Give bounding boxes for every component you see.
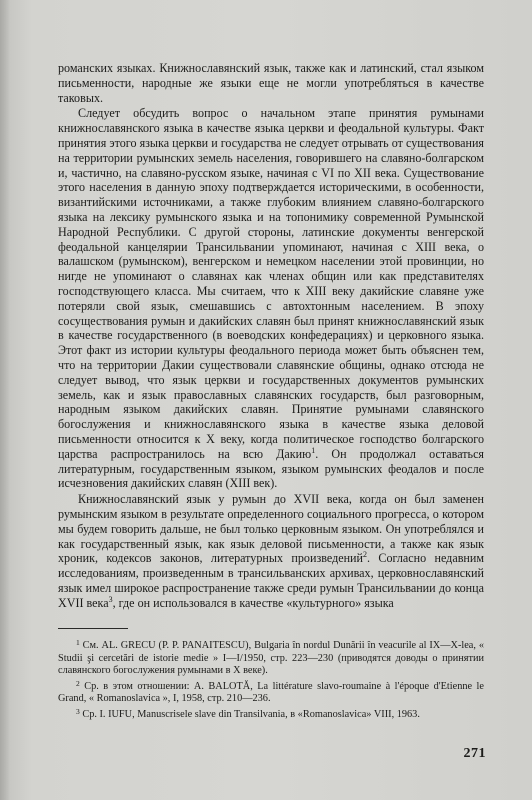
scan-shadow-edge xyxy=(0,0,10,800)
footnote-1-text: См. AL. GRECU (P. P. PANAITESCU), Bulgaria în nordul Dunării în veacurile al IX—X-lea, « Studii şi cercetări de istorie medie » I—I/1950, стр. 223—230 (приводятся доводы о принятии славянского богослужения румынами в X веке). xyxy=(58,640,485,677)
footnote-3-number: 3 xyxy=(76,706,80,716)
footnote-1-number: 1 xyxy=(76,638,80,647)
footnote-1 xyxy=(58,637,484,678)
paragraph-3-text: Книжнославянский язык у румын до XVII века, когда он был заменен румынским языком в результате определенного социального прогресса, о котором мы будем говорить дальше, не был только церковным языком. Он употреблялся и как государственный язык, как язык деловой письменности, а также как язык хроник, кодексов законов, литературных произведений xyxy=(58,492,484,566)
footnote-3-text: Ср. I. IUFU, Manuscrisele slave din Transilvania, в «Romanoslavica» VIII, 1963. xyxy=(82,708,420,720)
footnotes xyxy=(58,637,484,722)
footnote-3 xyxy=(58,706,484,722)
paragraph-3 xyxy=(58,492,484,610)
paragraph-3-text-after: . Согласно недавним исследованиям, произведенным в трансильванских архивах, церковнославянский язык имел широкое распространение также среди румын Трансильвании до конца XVII века xyxy=(58,551,484,610)
paragraph-2-text-after: . Он продолжал оставаться литературным, государственным языком, языком румынских феодалов и после исчезновения дакийских славян (XIII век). xyxy=(58,446,484,491)
paragraph-1 xyxy=(58,61,484,105)
footnote-ref-2: 2 xyxy=(363,550,368,560)
main-text xyxy=(58,61,484,610)
footnote-2-number: 2 xyxy=(76,678,80,688)
paragraph-3-text-end: , где он использовался в качестве «культурного» языка xyxy=(112,595,394,610)
paragraph-2 xyxy=(58,106,484,491)
footnote-ref-3: 3 xyxy=(108,594,113,604)
footnote-2-text: Ср. в этом отношении: A. BALOTĂ, La littérature slavo-roumaine à l'époque d'Etienne le Grand, « Romanoslavica », I, 1958, стр. 210—236. xyxy=(58,680,484,705)
footnote-divider xyxy=(58,628,128,629)
footnote-ref-1: 1 xyxy=(311,445,316,455)
paragraph-1-text: романских языках. Книжнославянский язык, также как и латинский, стал языком письменности, народные же языки еще не могли употребляться в качестве таковых. xyxy=(58,61,484,105)
paragraph-2-text: Следует обсудить вопрос о начальном этапе принятия румынами книжнославянского языка в качестве языка церкви и феодальной культуры. Факт принятия этого языка церкви и государства не следует отрывать от существования на территории румынских земель населения, говорившего на славяно-болгарском и, частично, на славяно-русском языке, начиная с VI по XII века. Существование этого населения в данную эпоху подтверждается историческими, в особенности, византийскими источниками, а также глубоким влиянием славяно-болгарского языка на лексику румынского языка и на топонимику современной Румынской Народной Республики. С другой стороны, латинские документы венгерской феодальной канцелярии Трансильвании упоминают, начиная с XIII века, о валашском (румынском), венгерском и немецком населении этой провинции, но нигде не упоминают о славянах как членах общин или как представителях господствующего класса. Мы считаем, что к XIII веку дакийские славяне уже потеряли свой язык, смешавшись с автохтонным населением. В эпоху сосуществования румын и дакийских славян был принят книжнославянский язык в качестве государственного (в воеводских конфедерациях) и церковного языка. Этот факт из истории культуры феодального периода может быть объяснен тем, что на территории Дакии существовали славянские общины, однако отсюда не следует вывод, что язык церкви и государственных документов румынских земель, как и язык православных славянских государств, был разговорным, народным языком дакийских славян. Принятие румынами славянского богослужения и книжнославянского языка в качестве языка деловой письменности относится к X веку, когда политическое господство болгарского царства распространилось на всю Дакию xyxy=(58,106,484,461)
footnote-2 xyxy=(58,678,484,706)
page-number: 271 xyxy=(463,746,486,761)
